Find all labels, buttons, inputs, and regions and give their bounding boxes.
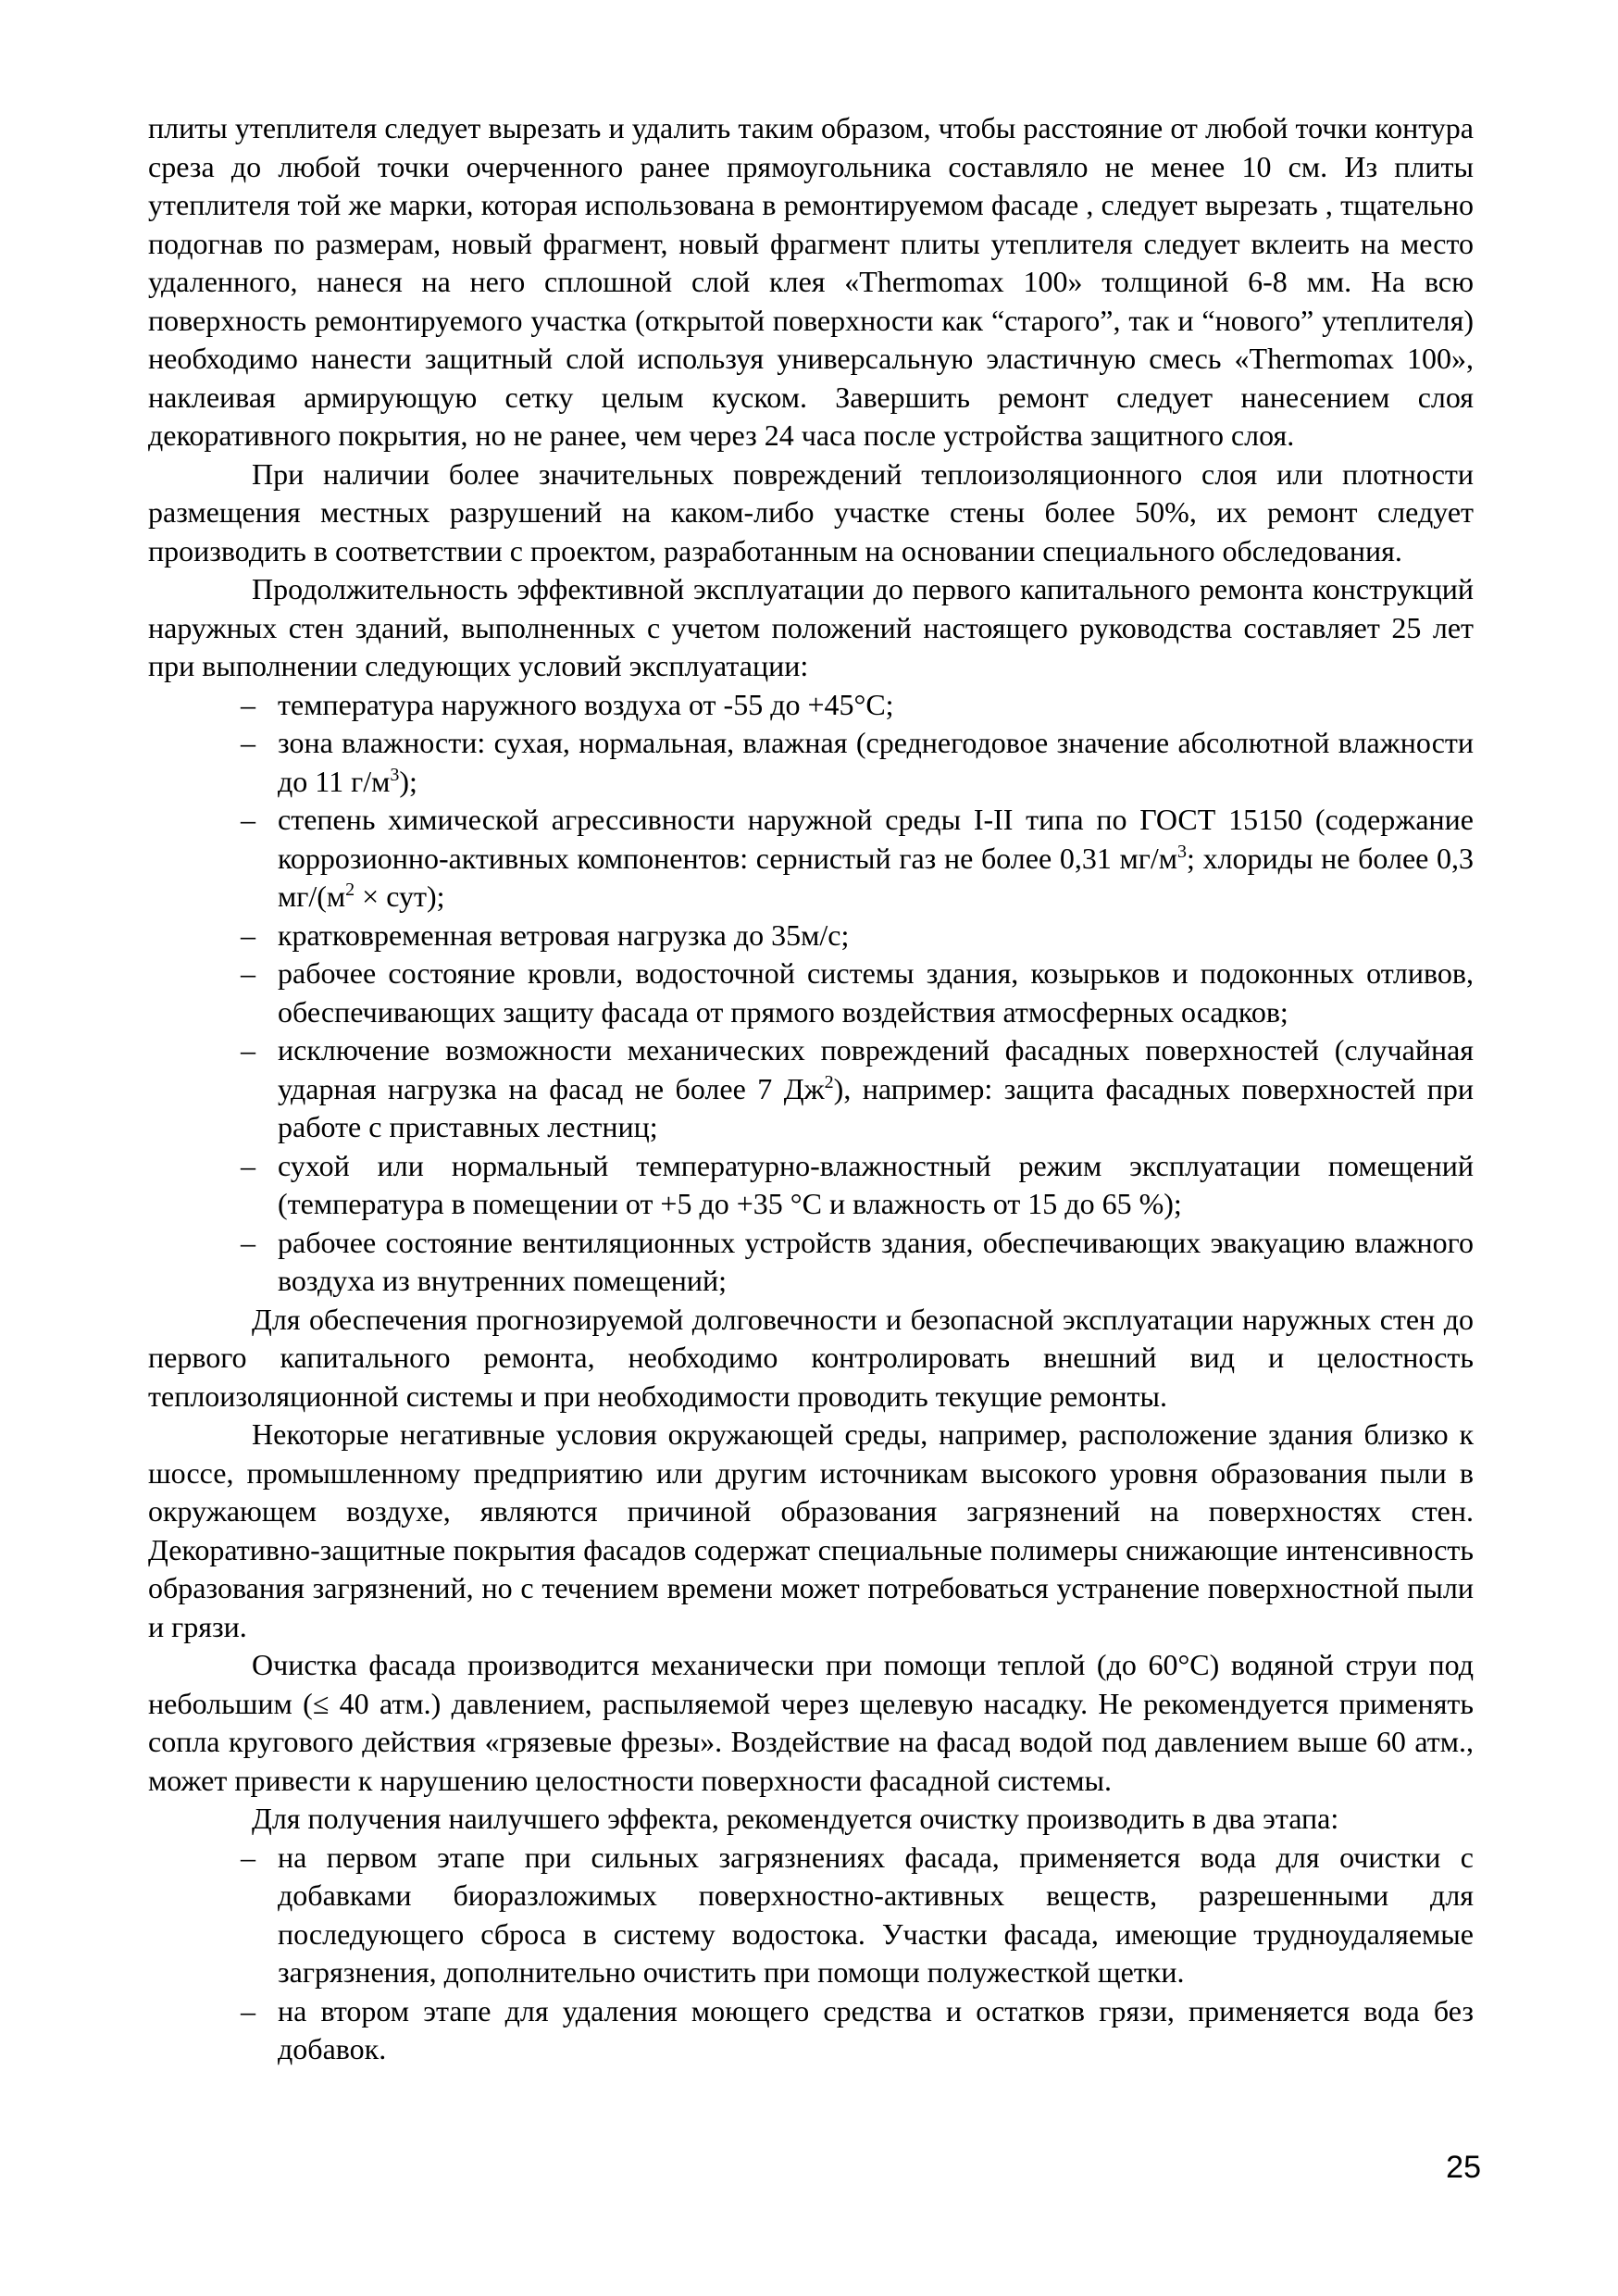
list-dash: – bbox=[241, 1993, 255, 2028]
paragraph-cleaning: Очистка фасада производится механически при помощи теплой (до 60°С) водяной струи под небольшим (≤ 40 атм.) давлением, распыляемой через щелевую насадку. Не рекомендуется применять сопла кругового действия «грязевые фрезы». Воздействие на фасад водой под давлением выше 60 атм., может привести к нарушению целостности поверхности фасадной системы. bbox=[148, 1648, 1474, 1797]
list-item: – рабочее состояние вентиляционных устройств здания, обеспечивающих эвакуацию влажного воздуха из внутренних помещений; bbox=[241, 1225, 1474, 1297]
list-dash: – bbox=[241, 726, 255, 759]
list-dash: – bbox=[241, 917, 255, 952]
paragraph-service-life: Продолжительность эффективной эксплуатации до первого капитального ремонта конструкций наружных стен зданий, выполненных с учетом положений настоящего руководства составляет 25 лет при выполнении следующих условий эксплуатации: bbox=[148, 572, 1474, 682]
paragraph-repair-procedure: плиты утеплителя следует вырезать и удалить таким образом, чтобы расстояние от любой точки контура среза до любой точки очерченного ранее прямоугольника составляло не менее 10 см. Из плиты утеплителя той же марки, которая использована в ремонтируемом фасаде , следует вырезать , тщательно подогнав по размерам, новый фрагмент, новый фрагмент плиты утеплителя следует вклеить на место удаленного, нанеся на него сплошной слой клея «Thermomax 100» толщиной 6-8 мм. На всю поверхность ремонтируемого участка (открытой поверхности как “старого”, так и “нового” утеплителя) необходимо нанести защитный слой используя универсальную эластичную смесь «Thermomax 100», наклеивая армирующую сетку целым куском. Завершить ремонт следует нанесением слоя декоративного покрытия, но не ранее, чем через 24 часа после устройства защитного слоя. bbox=[148, 111, 1474, 452]
list-dash: – bbox=[241, 1225, 255, 1259]
list-item: – на втором этапе для удаления моющего средства и остатков грязи, применяется вода без добавок. bbox=[241, 1993, 1474, 2065]
list-dash: – bbox=[241, 687, 255, 721]
list-item: – сухой или нормальный температурно-влажностный режим эксплуатации помещений (температура в помещении от +5 до +35 °С и влажность от 15 до 65 %); bbox=[241, 1148, 1474, 1220]
paragraph-two-stages: Для получения наилучшего эффекта, рекомендуется очистку производить в два этапа: bbox=[252, 1802, 1339, 1835]
document-page bbox=[148, 109, 1474, 2069]
stages-list bbox=[148, 1839, 1474, 2069]
list-item: – рабочее состояние кровли, водосточной системы здания, козырьков и подоконных отливов, обеспечивающих защиту фасада от прямого воздействия атмосферных осадков; bbox=[241, 956, 1474, 1029]
list-item: – на первом этапе при сильных загрязнениях фасада, применяется вода для очистки с добавками биоразложимых поверхностно-активных веществ, разрешенными для последующего сброса в систему водостока. Участки фасада, имеющие трудноудаляемые загрязнения, дополнительно очистить при помощи полужесткой щетки. bbox=[241, 1840, 1474, 1989]
list-item: – зона влажности: сухая, нормальная, влажная (среднегодовое значение абсолютной влажности до 11 $г/м^3$); bbox=[241, 726, 1474, 798]
list-item: – температура наружного воздуха от -55 до +45°С; bbox=[148, 686, 1474, 725]
list-dash: – bbox=[241, 1148, 255, 1182]
conditions-list bbox=[148, 686, 1474, 1301]
paragraph-significant-damage: При наличии более значительных повреждений теплоизоляционного слоя или плотности размещения местных разрушений на каком-либо участке стены более 50%, их ремонт следует производить в соответствии с проектом, разработанным на основании специального обследования. bbox=[148, 456, 1474, 568]
paragraph-environment: Некоторые негативные условия окружающей среды, например, расположение здания близко к шоссе, промышленному предприятию или другим источникам высокого уровня образования пыли в окружающем воздухе, являются причиной образования загрязнений на поверхностях стен. Декоративно-защитные покрытия фасадов содержат специальные полимеры снижающие интенсивность образования загрязнений, но с течением времени может потребоваться устранение поверхностной пыли и грязи. bbox=[148, 1417, 1474, 1643]
list-dash: – bbox=[241, 803, 255, 836]
list-item: – кратковременная ветровая нагрузка до 35м/с; bbox=[148, 917, 1474, 955]
list-item: – исключение возможности механических повреждений фасадных поверхностей (случайная ударная нагрузка на фасад не более 7 $Дж^2$), например: защита фасадных поверхностей при работе с приставных лестниц; bbox=[241, 1033, 1475, 1143]
paragraph-durability: Для обеспечения прогнозируемой долговечности и безопасной эксплуатации наружных стен до первого капитального ремонта, необходимо контролировать внешний вид и целостность теплоизоляционной системы и при необходимости проводить текущие ремонты. bbox=[148, 1302, 1474, 1413]
list-dash: – bbox=[241, 956, 255, 990]
list-dash: – bbox=[241, 1840, 255, 1874]
list-dash: – bbox=[241, 1033, 255, 1067]
list-item: – степень химической агрессивности наружной среды I-II типа по ГОСТ 15150 (содержание коррозионно-активных компонентов: сернистый газ не более 0,31 $мг/м^3$; хлориды не более 0,3 $мг/(м^2 \times сут)$; bbox=[241, 803, 1475, 913]
page-number: 25 bbox=[1446, 2150, 1481, 2185]
